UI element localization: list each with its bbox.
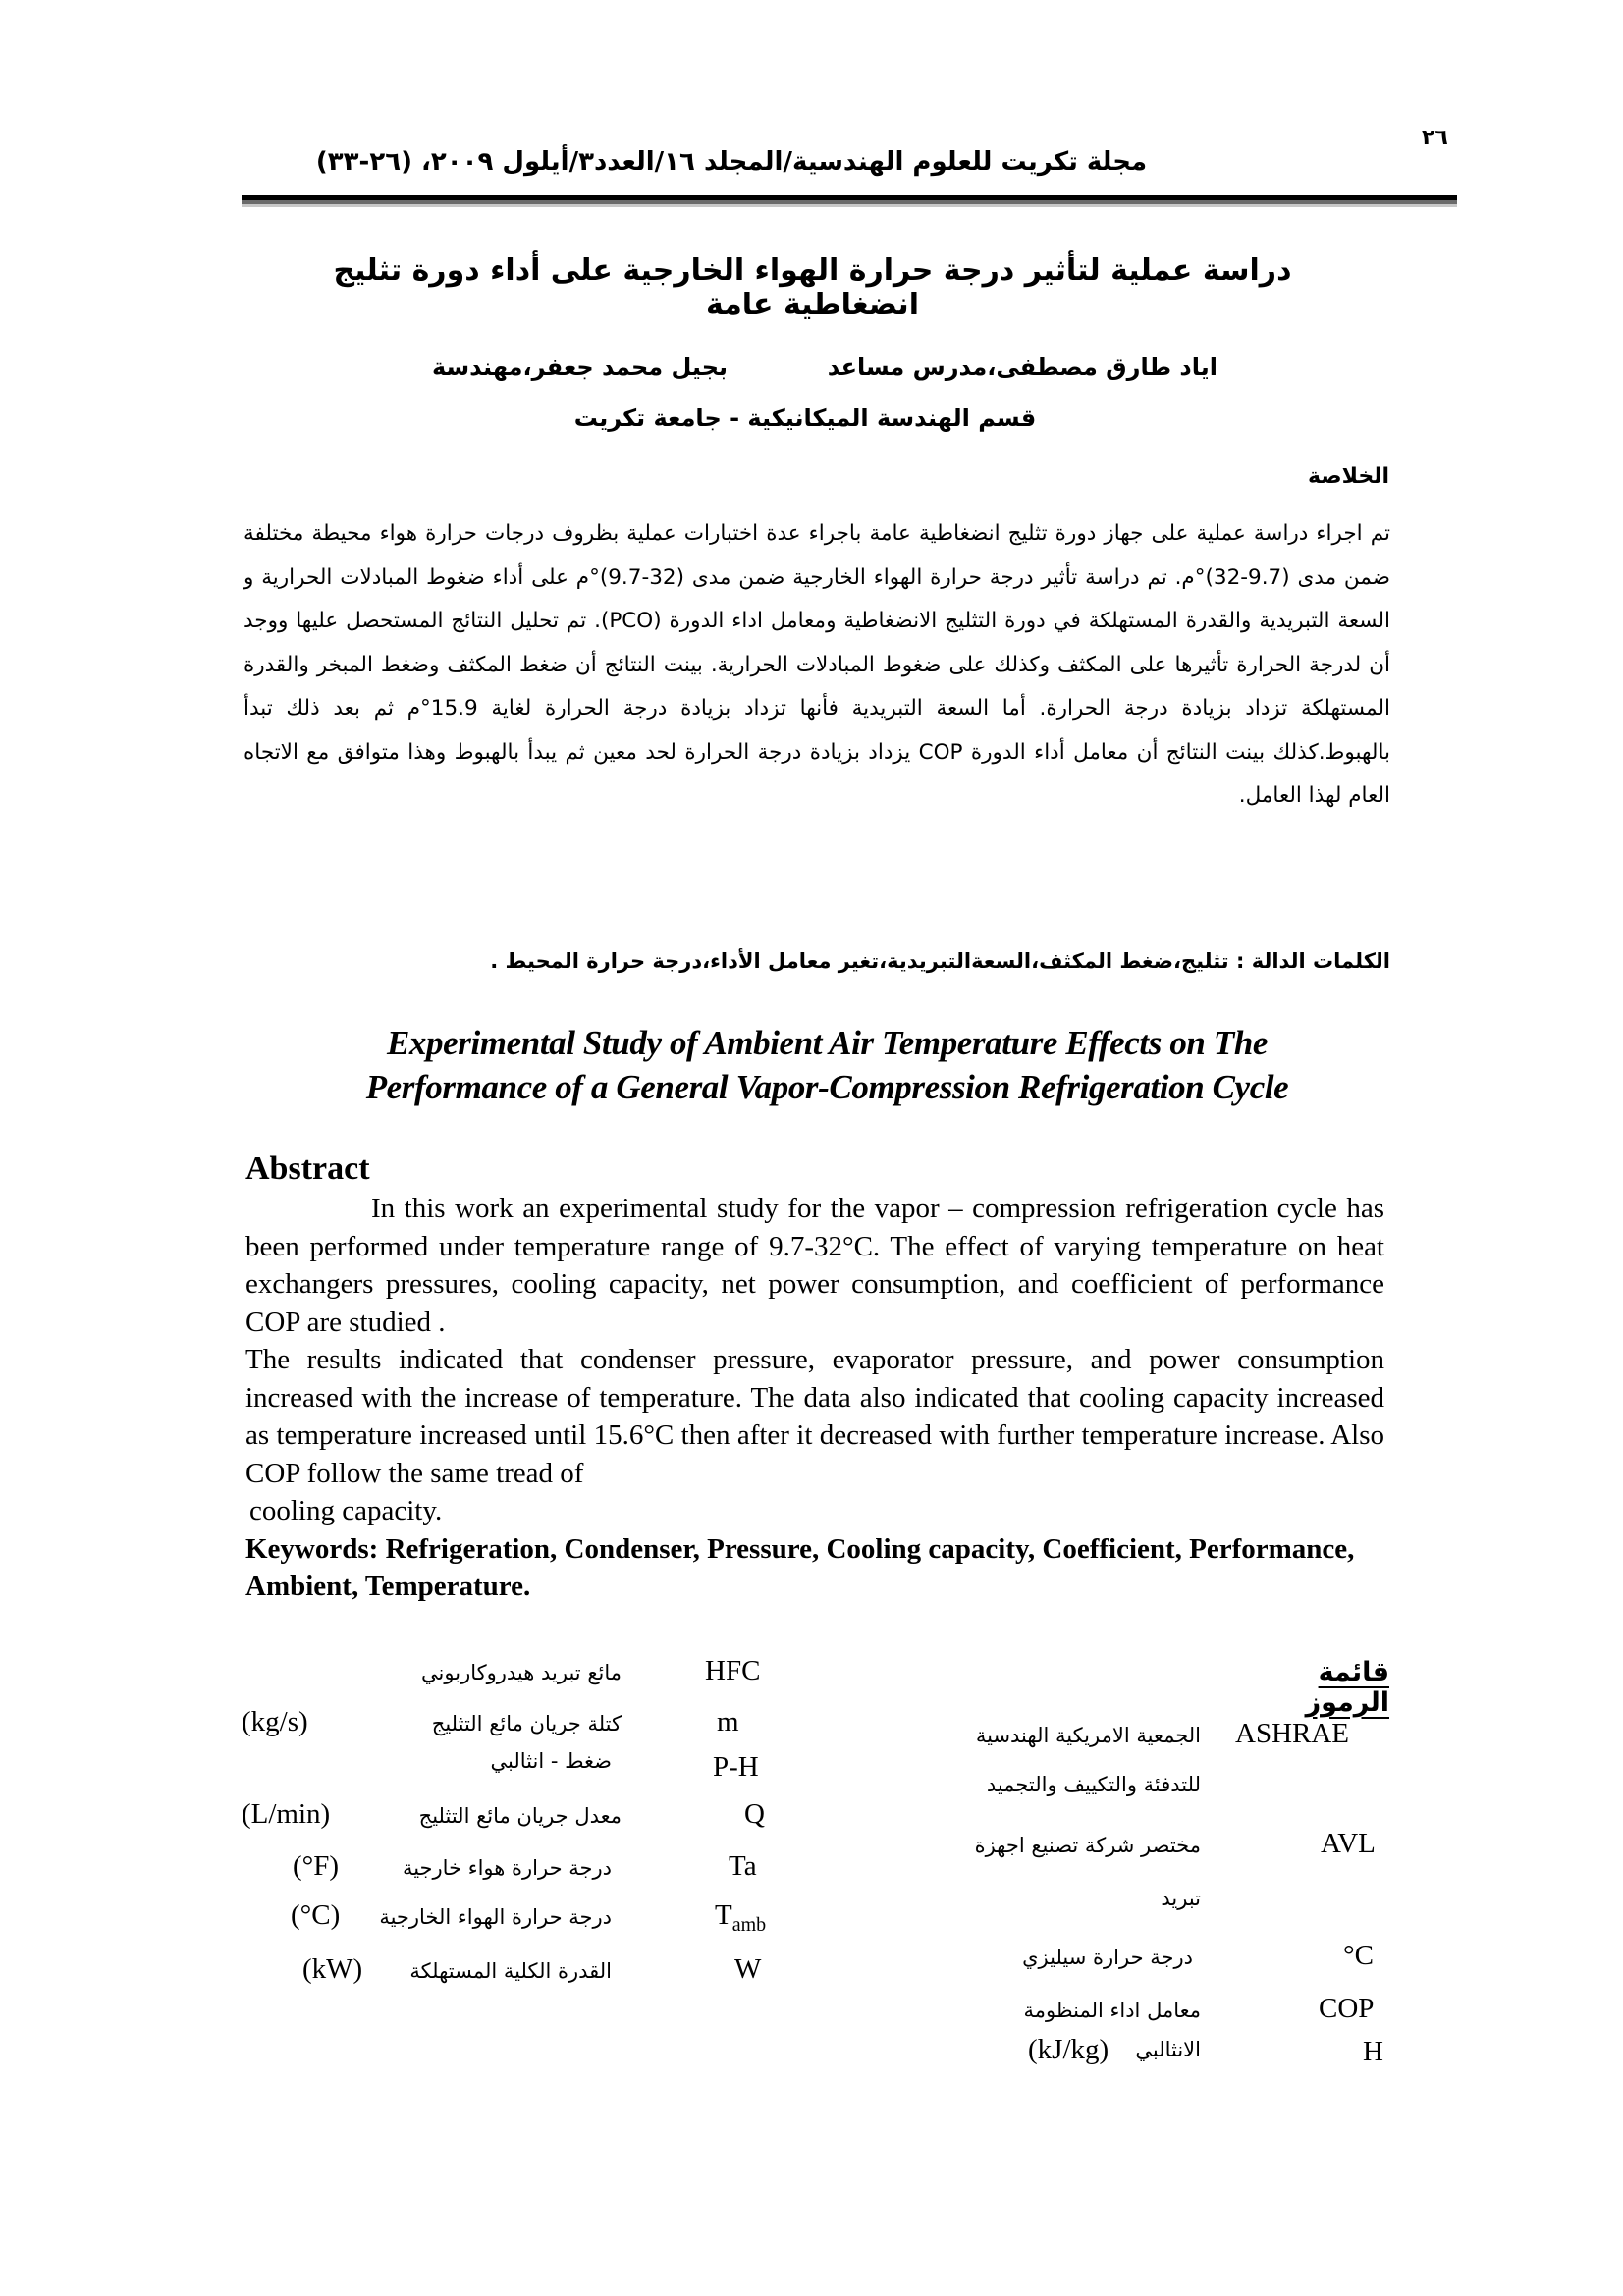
symbol-base: T — [715, 1899, 732, 1931]
abstract-paragraph-1: In this work an experimental study for the vapor – compression refrigeration cycle has been performed under temperature range of 9.7-32°C. The effect of varying temperature on heat exchangers pressures, cooling capacity, net power consumption, and coefficient of performance COP are studied . — [245, 1193, 1384, 1338]
arabic-keywords: الكلمات الدالة : تثليج،ضغط المكثف،السعةالتبريدية،تغير معامل الأداء،درجة حرارة المحيط . — [490, 949, 1390, 973]
symbol-description-cont: للتدفئة والتكييف والتجميد — [986, 1773, 1201, 1796]
arabic-abstract — [243, 512, 1390, 819]
symbol: Q — [744, 1798, 765, 1830]
symbol-description: الانثالبي — [1135, 2038, 1201, 2061]
symbol-description-cont: تبريد — [1161, 1887, 1201, 1910]
symbol: COP — [1319, 1993, 1375, 2024]
abstract-paragraph-2: The results indicated that condenser pressure, evaporator pressure, and power consumption increased with the increase of temperature. The data also indicated that cooling capacity increased as temperature increased until 15.6°C then after it decreased with further temperature increase. Also COP follow the same tread of — [245, 1344, 1384, 1489]
symbol-unit: (kJ/kg) — [1028, 2034, 1109, 2065]
symbol: H — [1363, 2036, 1383, 2067]
author-1: اياد طارق مصطفى،مدرس مساعد — [827, 353, 1217, 381]
abstract-paragraph-3: cooling capacity. — [249, 1495, 443, 1526]
symbol-description: كتلة جريان مائع التثليج — [431, 1712, 622, 1735]
symbol: P-H — [713, 1751, 759, 1783]
journal-running-head: مجلة تكريت للعلوم الهندسية/المجلد ١٦/العدد٣/أيلول ٢٠٠٩، (٢٦-٣٣) — [315, 147, 1148, 177]
symbol-unit: (°C) — [291, 1899, 341, 1931]
author-2: بجيل محمد جعفر،مهندسة — [432, 353, 729, 381]
english-abstract-heading: Abstract — [245, 1150, 370, 1187]
symbol-description: الجمعية الامريكية الهندسية — [975, 1724, 1201, 1747]
symbol-description: مائع تبريد هيدروكاربوني — [421, 1661, 622, 1684]
english-title-line-1: Experimental Study of Ambient Air Temperature Effects on The — [386, 1024, 1269, 1062]
arabic-abstract-text: تم اجراء دراسة عملية على جهاز دورة تثليج انضغاطية عامة باجراء عدة اختبارات عملية بظروف درجات حرارة هواء محيطة مختلفة ضمن مدى (9.7-32)°م. تم دراسة تأثير درجة حرارة الهواء الخارجية ضمن مدى (32-9.7)°م على أداء ضغوط المبادلات الحرارية و السعة التبريدية والقدرة المستهلكة في دورة التثليج الانضغاطية ومعامل اداء الدورة (PCO). تم تحليل النتائج المستحصل عليها ووجد أن لدرجة الحرارة تأثيرها على المكثف وكذلك على ضغوط المبادلات الحرارية. بينت النتائج أن ضغط المكثف وضغط المبخر والقدرة المستهلكة تزداد بزيادة درجة الحرارة. أما السعة التبريدية فأنها تزداد بزيادة درجة الحرارة لغاية 15.9°م ثم بعد ذلك تبدأ بالهبوط.كذلك بينت النتائج أن معامل أداء الدورة COP يزداد بزيادة درجة الحرارة لحد معين ثم يبدأ بالهبوط وهذا متوافق مع الاتجاه العام لهذا العامل. — [243, 521, 1390, 808]
english-title — [245, 1021, 1409, 1109]
symbol: ASHRAE — [1235, 1718, 1350, 1749]
symbol-description: درجة حرارة سيليزي — [1022, 1946, 1193, 1969]
author-list — [432, 353, 1217, 381]
arabic-abstract-heading: الخلاصة — [1308, 464, 1389, 489]
nomenclature-heading: قائمة الرموز — [1305, 1657, 1389, 1718]
arabic-title: دراسة عملية لتأثير درجة حرارة الهواء الخارجية على أداء دورة تثليج انضغاطية عامة — [333, 253, 1292, 322]
symbol: HFC — [705, 1655, 761, 1686]
symbol: Ta — [729, 1850, 757, 1882]
symbol-description: القدرة الكلية المستهلكة — [409, 1959, 612, 1983]
symbol-unit: (kW) — [302, 1953, 363, 1985]
symbol-unit: (°F) — [293, 1850, 340, 1882]
symbol-unit: (L/min) — [242, 1798, 331, 1830]
page-number: ٢٦ — [1422, 126, 1448, 150]
symbol-unit: (kg/s) — [242, 1706, 308, 1737]
symbol-description: مختصر شركة تصنيع اجهزة — [974, 1834, 1201, 1857]
symbol-subscript: amb — [731, 1913, 767, 1936]
header-rule-shadow-light — [242, 204, 1457, 207]
affiliation: قسم الهندسة الميكانيكية - جامعة تكريت — [573, 404, 1037, 432]
english-abstract — [245, 1190, 1384, 1606]
symbol: °C — [1343, 1940, 1374, 1971]
symbol-description: معدل جريان مائع التثليج — [418, 1804, 622, 1828]
symbol: AVL — [1321, 1828, 1376, 1859]
english-title-line-2: Performance of a General Vapor-Compression Refrigeration Cycle — [365, 1068, 1289, 1106]
symbol — [715, 1899, 766, 1937]
symbol-description: ضغط - انثالبي — [490, 1749, 612, 1773]
symbol: m — [717, 1706, 739, 1737]
symbol-description: درجة حرارة الهواء الخارجية — [379, 1905, 612, 1929]
symbol-description: معامل اداء المنظومة — [1023, 1999, 1201, 2022]
symbol: W — [734, 1953, 762, 1985]
symbol-description: درجة حرارة هواء خارجية — [402, 1856, 612, 1880]
english-keywords: Keywords: Refrigeration, Condenser, Pressure, Cooling capacity, Coefficient, Performance, Ambient, Temperature. — [245, 1532, 1355, 1602]
